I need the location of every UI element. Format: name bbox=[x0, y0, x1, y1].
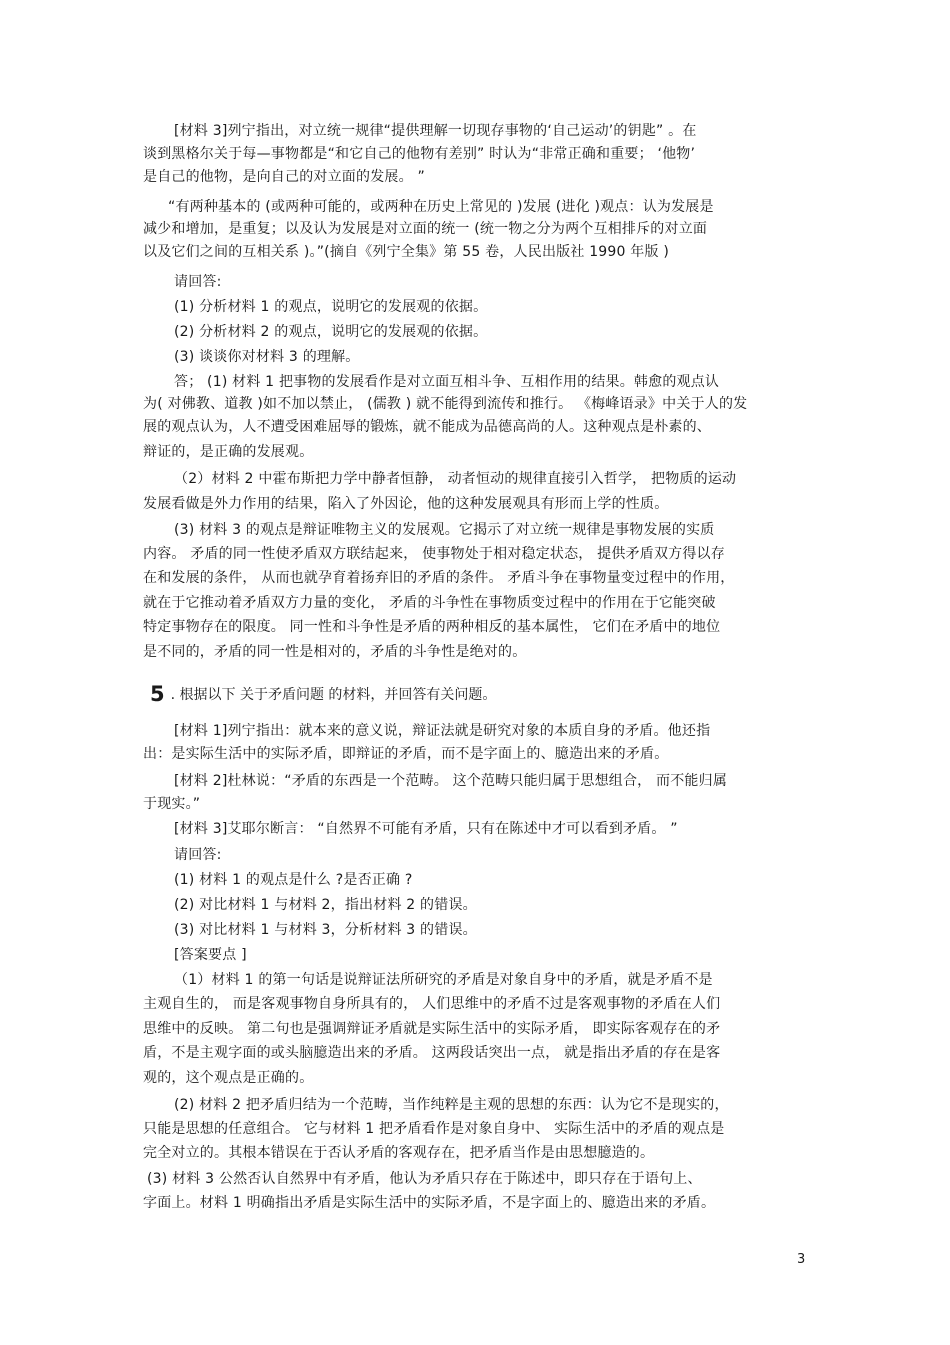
text-line: (1) 材料 1 的观点是什么 ?是否正确 ? bbox=[174, 872, 413, 888]
text-line: 完全对立的。其根本错误在于否认矛盾的客观存在，把矛盾当作是由思想臆造的。 bbox=[143, 1145, 655, 1161]
text-line: 观的，这个观点是正确的。 bbox=[143, 1070, 314, 1086]
text-line: [答案要点 ] bbox=[174, 947, 247, 963]
text-line: 答； (1) 材料 1 把事物的发展看作是对立面互相斗争、互相作用的结果。韩愈的观点认 bbox=[174, 374, 720, 390]
text-line: 展的观点认为，人不遭受困难屈辱的锻炼，就不能成为品德高尚的人。这种观点是朴素的、 bbox=[143, 419, 711, 435]
text-line: (1) 分析材料 1 的观点，说明它的发展观的依据。 bbox=[174, 299, 488, 315]
text-line: 以及它们之间的互相关系 )。”(摘自《列宁全集》第 55 卷，人民出版社 1990 年版 ) bbox=[143, 244, 669, 260]
text-line: 减少和增加，是重复；以及认为发展是对立面的统一 (统一物之分为两个互相排斥的对立面 bbox=[143, 221, 708, 237]
text-line: 内容。 矛盾的同一性使矛盾双方联结起来， 使事物处于相对稳定状态， 提供矛盾双方得以存 bbox=[143, 546, 725, 562]
text-line: 主观自生的， 而是客观事物自身所具有的， 人们思维中的矛盾不过是客观事物的矛盾在人们 bbox=[143, 996, 721, 1012]
text-line: 发展看做是外力作用的结果，陷入了外因论，他的这种发展观具有形而上学的性质。 bbox=[143, 496, 669, 512]
text-line: 为( 对佛教、道教 )如不加以禁止， (儒教 ) 就不能得到流传和推行。 《梅峰语录》中关于人的发 bbox=[143, 396, 748, 412]
text-line: (2) 对比材料 1 与材料 2，指出材料 2 的错误。 bbox=[174, 897, 477, 913]
text-line: [材料 1]列宁指出：就本来的意义说，辩证法就是研究对象的本质自身的矛盾。他还指 bbox=[174, 723, 711, 739]
text-line: 字面上。材料 1 明确指出矛盾是实际生活中的实际矛盾，不是字面上的、臆造出来的矛盾。 bbox=[143, 1195, 716, 1211]
text-line: (3) 材料 3 的观点是辩证唯物主义的发展观。它揭示了对立统一规律是事物发展的实质 bbox=[174, 522, 715, 538]
text-line: “有两种基本的 (或两种可能的，或两种在历史上常见的 )发展 (进化 )观点：认为发展是 bbox=[168, 199, 714, 215]
text-line: [材料 3]列宁指出，对立统一规律“提供理解一切现存事物的‘自己运动’的钥匙” 。在 bbox=[174, 123, 697, 139]
text-line: 盾，不是主观字面的或头脑臆造出来的矛盾。 这两段话突出一点， 就是指出矛盾的存在是客 bbox=[143, 1045, 721, 1061]
text-line: （1）材料 1 的第一句话是说辩证法所研究的矛盾是对象自身中的矛盾，就是矛盾不是 bbox=[174, 972, 713, 988]
text-line: (3) 材料 3 公然否认自然界中有矛盾，他认为矛盾只存在于陈述中，即只存在于语句上、 bbox=[147, 1171, 702, 1187]
text-line: [材料 3]艾耶尔断言： “自然界不可能有矛盾，只有在陈述中才可以看到矛盾。 ” bbox=[174, 821, 678, 837]
text-line: (2) 分析材料 2 的观点，说明它的发展观的依据。 bbox=[174, 324, 488, 340]
text-line: 辩证的，是正确的发展观。 bbox=[143, 444, 314, 460]
text-line: 就在于它推动着矛盾双方力量的变化， 矛盾的斗争性在事物质变过程中的作用在于它能突破 bbox=[143, 595, 716, 611]
text-line: (3) 对比材料 1 与材料 3，分析材料 3 的错误。 bbox=[174, 922, 477, 938]
text-line: [材料 2]杜林说：“矛盾的东西是一个范畴。 这个范畴只能归属于思想组合， 而不能归属 bbox=[174, 773, 728, 789]
text-line: (3) 谈谈你对材料 3 的理解。 bbox=[174, 349, 360, 365]
text-line: 在和发展的条件， 从而也就孕育着扬弃旧的矛盾的条件。 矛盾斗争在事物量变过程中的作用， bbox=[143, 570, 735, 586]
text-line: 请回答: bbox=[174, 847, 222, 863]
text-line: 只能是思想的任意组合。 它与材料 1 把矛盾看作是对象自身中、 实际生活中的矛盾的观点是 bbox=[143, 1121, 725, 1137]
text-line: 出：是实际生活中的实际矛盾，即辩证的矛盾，而不是字面上的、臆造出来的矛盾。 bbox=[143, 746, 669, 762]
text-line: 是不同的，矛盾的同一性是相对的，矛盾的斗争性是绝对的。 bbox=[143, 644, 527, 660]
text-line: 是自己的他物，是向自己的对立面的发展。 ” bbox=[143, 169, 425, 185]
text-line: 特定事物存在的限度。 同一性和斗争性是矛盾的两种相反的基本属性， 它们在矛盾中的地位 bbox=[143, 619, 721, 635]
text-line: （2）材料 2 中霍布斯把力学中静者恒静， 动者恒动的规律直接引入哲学， 把物质的运动 bbox=[174, 471, 737, 487]
page-number: 3 bbox=[797, 1252, 806, 1267]
question-5-heading bbox=[150, 683, 496, 706]
text-line: (2) 材料 2 把矛盾归结为一个范畴，当作纯粹是主观的思想的东西：认为它不是现实的， bbox=[174, 1097, 729, 1113]
question-number: 5 bbox=[150, 682, 165, 706]
text-line: 思维中的反映。 第二句也是强调辩证矛盾就是实际生活中的实际矛盾， 即实际客观存在的矛 bbox=[143, 1021, 721, 1037]
text-line: 请回答: bbox=[174, 274, 222, 290]
text-line: 谈到黑格尔关于每—事物都是“和它自己的他物有差别” 时认为“非常正确和重要； ‘他物’ bbox=[143, 146, 696, 162]
text-line: 于现实。” bbox=[143, 796, 201, 812]
question-text: . 根据以下 关于矛盾问题 的材料，并回答有关问题。 bbox=[170, 687, 497, 703]
